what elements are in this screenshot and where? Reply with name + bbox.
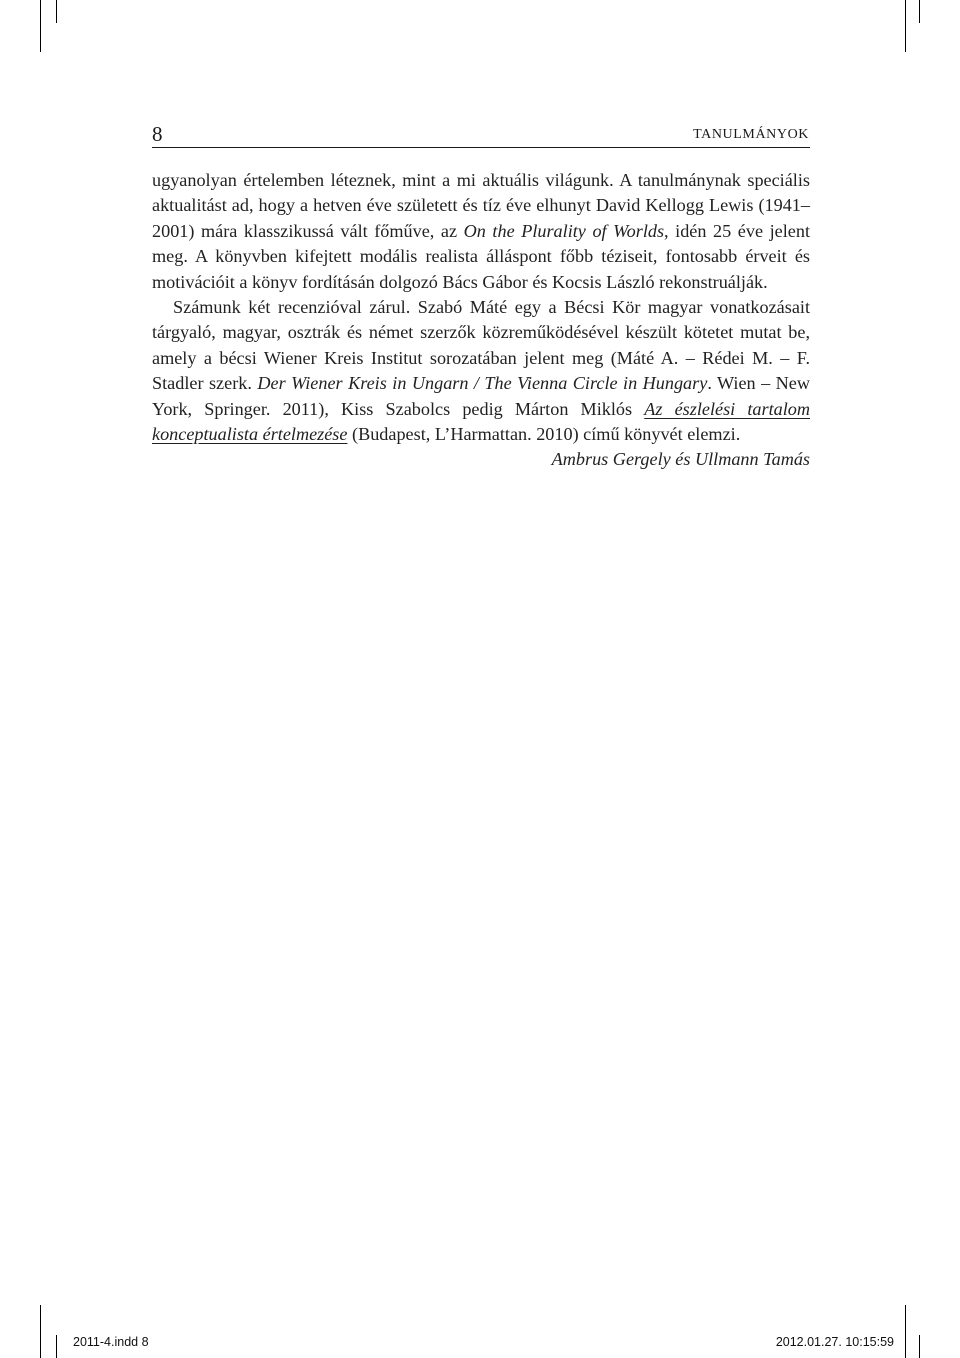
running-head: TANULMÁNYOK xyxy=(693,127,809,142)
crop-mark xyxy=(919,1335,920,1358)
paragraph-1-text-a: ugyanolyan értelemben léteznek, mint a mi aktuális világunk. A tanulmánynak speciális aktualitást ad, hogy a hetven éve született és tíz éve elhunyt David Kellogg Lewis (1941–2001) mára klasszikussá vált főműve, az xyxy=(152,170,810,241)
paragraph-2-text-a: Számunk két recenzióval zárul. Szabó Máté egy a Bécsi Kör magyar vonatkozásait tárgyaló, magyar, osztrák és német szerzők közreműködésével készült kötetet mutat be, amely a bécsi Wiener Kreis Institut sorozatában jelent meg (Máté A. – Rédei M. – F. Stadler szerk. xyxy=(152,297,810,394)
slug-file-info: 2011-4.indd 8 xyxy=(73,1335,149,1349)
crop-mark xyxy=(40,1305,41,1358)
authors-signature: Ambrus Gergely és Ullmann Tamás xyxy=(551,449,810,470)
book-title-eszlelesi: Az észlelési tartalom konceptualista értelmezése xyxy=(152,398,810,445)
paragraph-1 xyxy=(152,168,810,295)
crop-mark xyxy=(905,1305,906,1358)
paragraph-2-text-c: (Budapest, L’Harmattan. 2010) című könyvét elemzi. xyxy=(347,424,741,445)
paragraph-2-text-b: . Wien – New York, Springer. 2011), Kiss Szabolcs pedig Márton Miklós xyxy=(152,373,810,419)
page-number: 8 xyxy=(152,122,163,146)
book-title-wiener-kreis: Der Wiener Kreis in Ungarn / The Vienna Circle in Hungary xyxy=(257,373,708,394)
crop-mark xyxy=(905,0,906,52)
slug-timestamp: 2012.01.27. 10:15:59 xyxy=(775,1335,894,1349)
paragraph-1-text-b: , idén 25 éve jelent meg. A könyvben kifejtett modális realista álláspont főbb téziseit, fontosabb érveit és motivációit a könyv fordításán dolgozó Bács Gábor és Kocsis László rekonstruálják. xyxy=(152,220,811,292)
crop-mark xyxy=(919,0,920,23)
body-text xyxy=(152,168,810,473)
crop-mark xyxy=(56,0,57,23)
book-title-plurality: On the Plurality of Worlds xyxy=(463,220,665,241)
crop-mark xyxy=(56,1335,57,1358)
paragraph-2 xyxy=(152,295,810,447)
crop-mark xyxy=(40,0,41,52)
header-rule xyxy=(152,147,810,148)
